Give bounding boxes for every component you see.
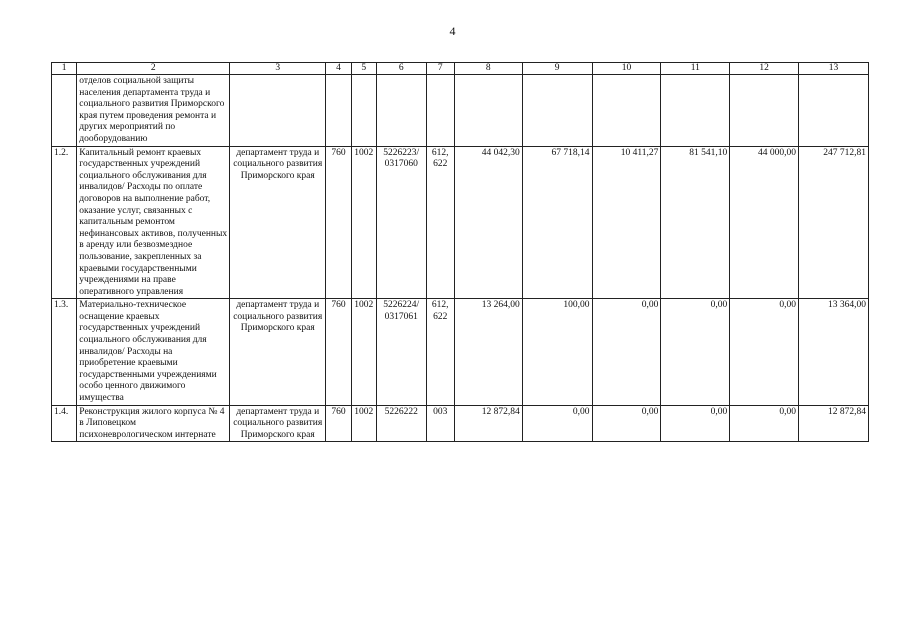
column-header: 1 [52, 63, 77, 75]
row-vr: 612, 622 [426, 299, 454, 405]
row-value-col12: 0,00 [730, 299, 799, 405]
row-value-col13: 12 872,84 [799, 405, 869, 442]
row-value-col8: 12 872,84 [454, 405, 522, 442]
row-value-col13: 247 712,81 [799, 146, 869, 299]
row-vr: 612, 622 [426, 146, 454, 299]
row-rzpr: 1002 [351, 405, 376, 442]
column-header: 2 [77, 63, 230, 75]
table-row [52, 299, 869, 405]
row-grbs: 760 [326, 405, 351, 442]
row-value-col11 [661, 75, 730, 147]
row-number [52, 75, 77, 147]
row-value-col11: 81 541,10 [661, 146, 730, 299]
column-header: 5 [351, 63, 376, 75]
table-row [52, 405, 869, 442]
row-value-col9: 100,00 [522, 299, 592, 405]
row-value-col9: 67 718,14 [522, 146, 592, 299]
column-header: 10 [592, 63, 661, 75]
row-value-col9: 0,00 [522, 405, 592, 442]
page-number: 4 [449, 24, 456, 38]
row-value-col10 [592, 75, 661, 147]
row-csr: 5226224/ 0317061 [376, 299, 426, 405]
row-csr [376, 75, 426, 147]
row-executor: департамент труда и социального развития Приморского края [230, 405, 326, 442]
row-value-col8: 44 042,30 [454, 146, 522, 299]
row-vr: 003 [426, 405, 454, 442]
budget-table [51, 62, 869, 442]
row-value-col12: 0,00 [730, 405, 799, 442]
row-value-col13: 13 364,00 [799, 299, 869, 405]
row-value-col10: 10 411,27 [592, 146, 661, 299]
row-csr: 5226222 [376, 405, 426, 442]
row-description: Реконструкция жилого корпуса № 4 в Липовецком психоневрологическом интернате [77, 405, 230, 442]
row-value-col8: 13 264,00 [454, 299, 522, 405]
row-csr: 5226223/ 0317060 [376, 146, 426, 299]
row-value-col8 [454, 75, 522, 147]
row-rzpr: 1002 [351, 299, 376, 405]
row-number: 1.3. [52, 299, 77, 405]
row-executor [230, 75, 326, 147]
column-header: 9 [522, 63, 592, 75]
row-description: Капитальный ремонт краевых государственных учреждений социального обслуживания для инвалидов/ Расходы по оплате договоров на выполнение работ, оказание услуг, связанных с капитальным ремонтом нефинансовых активов, полученных в аренду или безвозмездное пользование, закрепленных за краевыми государственными учреждениями на праве оперативного управления [77, 146, 230, 299]
row-description: Материально-техническое оснащение краевых государственных учреждений социального обслуживания для инвалидов/ Расходы на приобретение краевыми государственными учреждениями особо ценного движимого имущества [77, 299, 230, 405]
column-header: 7 [426, 63, 454, 75]
column-header: 4 [326, 63, 351, 75]
column-header: 13 [799, 63, 869, 75]
table-header-row [52, 63, 869, 75]
row-rzpr: 1002 [351, 146, 376, 299]
table-row [52, 75, 869, 147]
table-row [52, 146, 869, 299]
column-header: 11 [661, 63, 730, 75]
row-value-col11: 0,00 [661, 299, 730, 405]
row-value-col12: 44 000,00 [730, 146, 799, 299]
row-value-col12 [730, 75, 799, 147]
column-header: 12 [730, 63, 799, 75]
row-number: 1.4. [52, 405, 77, 442]
row-value-col10: 0,00 [592, 405, 661, 442]
row-executor: департамент труда и социального развития Приморского края [230, 146, 326, 299]
row-executor: департамент труда и социального развития Приморского края [230, 299, 326, 405]
row-value-col10: 0,00 [592, 299, 661, 405]
row-vr [426, 75, 454, 147]
column-header: 6 [376, 63, 426, 75]
row-rzpr [351, 75, 376, 147]
row-grbs: 760 [326, 299, 351, 405]
column-header: 8 [454, 63, 522, 75]
row-grbs: 760 [326, 146, 351, 299]
row-number: 1.2. [52, 146, 77, 299]
row-value-col13 [799, 75, 869, 147]
row-value-col11: 0,00 [661, 405, 730, 442]
row-value-col9 [522, 75, 592, 147]
column-header: 3 [230, 63, 326, 75]
row-grbs [326, 75, 351, 147]
row-description: отделов социальной защиты населения департамента труда и социального развития Приморского края путем проведения ремонта и других мероприятий по дооборудованию [77, 75, 230, 147]
